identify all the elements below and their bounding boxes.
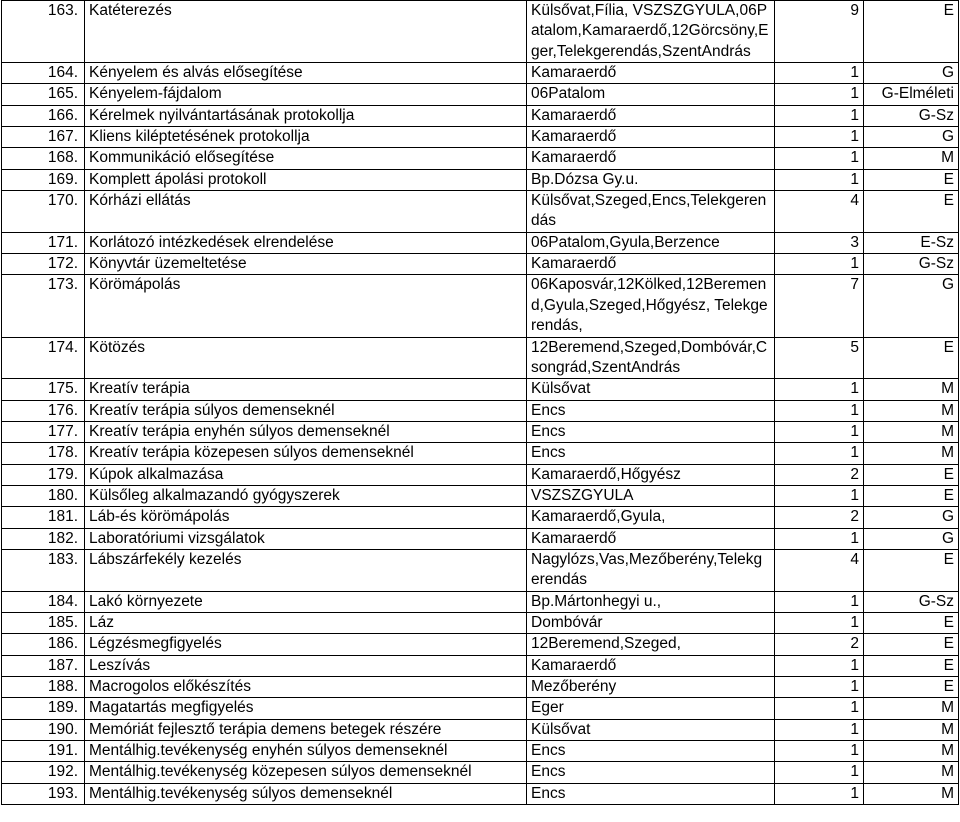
location-count: 1	[775, 677, 864, 698]
procedure-name: Mentálhig.tevékenység közepesen súlyos demenseknél	[85, 762, 527, 783]
category: E	[864, 655, 959, 676]
category: M	[864, 148, 959, 169]
procedure-name: Körömápolás	[85, 275, 527, 337]
locations: 06Kaposvár,12Kölked,12Beremend,Gyula,Szeged,Hőgyész, Telekgerendás,	[527, 275, 775, 337]
row-number: 191.	[2, 741, 85, 762]
row-number: 174.	[2, 337, 85, 379]
table-row	[2, 783, 959, 804]
procedure-name: Külsőleg alkalmazandó gyógyszerek	[85, 485, 527, 506]
procedure-name: Kreatív terápia	[85, 379, 527, 400]
locations: 06Patalom,Gyula,Berzence	[527, 232, 775, 253]
table-row	[2, 169, 959, 190]
procedure-name: Kliens kiléptetésének protokollja	[85, 127, 527, 148]
category: M	[864, 783, 959, 804]
category: E	[864, 337, 959, 379]
locations: Bp.Mártonhegyi u.,	[527, 591, 775, 612]
category: M	[864, 698, 959, 719]
category: G	[864, 528, 959, 549]
procedure-name: Lábszárfekély kezelés	[85, 549, 527, 591]
location-count: 1	[775, 655, 864, 676]
row-number: 166.	[2, 105, 85, 126]
row-number: 163.	[2, 1, 85, 63]
locations: Külsővat,Fília, VSZSZGYULA,06Patalom,Kamaraerdő,12Görcsöny,Eger,Telekgerendás,SzentAndrás	[527, 1, 775, 63]
location-count: 5	[775, 337, 864, 379]
category: G-Sz	[864, 591, 959, 612]
row-number: 173.	[2, 275, 85, 337]
category: G	[864, 63, 959, 84]
location-count: 1	[775, 443, 864, 464]
location-count: 1	[775, 254, 864, 275]
locations: Encs	[527, 741, 775, 762]
location-count: 7	[775, 275, 864, 337]
locations: Külsővat,Szeged,Encs,Telekgerendás	[527, 191, 775, 233]
procedure-name: Leszívás	[85, 655, 527, 676]
table-row	[2, 191, 959, 233]
locations: Külsővat	[527, 719, 775, 740]
locations: 12Beremend,Szeged,	[527, 634, 775, 655]
table-row	[2, 698, 959, 719]
table-row	[2, 105, 959, 126]
locations: Encs	[527, 421, 775, 442]
location-count: 1	[775, 485, 864, 506]
procedure-name: Kötözés	[85, 337, 527, 379]
locations: Eger	[527, 698, 775, 719]
procedure-name: Kreatív terápia közepesen súlyos demenseknél	[85, 443, 527, 464]
table-row	[2, 719, 959, 740]
locations: Kamaraerdő	[527, 63, 775, 84]
category: G-Sz	[864, 254, 959, 275]
category: G	[864, 507, 959, 528]
category: E	[864, 677, 959, 698]
location-count: 1	[775, 719, 864, 740]
locations: Encs	[527, 400, 775, 421]
procedure-name: Légzésmegfigyelés	[85, 634, 527, 655]
category: G	[864, 275, 959, 337]
table-row	[2, 232, 959, 253]
locations: Mezőberény	[527, 677, 775, 698]
location-count: 1	[775, 698, 864, 719]
category: M	[864, 443, 959, 464]
category: E	[864, 549, 959, 591]
category: E	[864, 1, 959, 63]
protocol-table-body	[2, 1, 959, 805]
row-number: 164.	[2, 63, 85, 84]
row-number: 171.	[2, 232, 85, 253]
location-count: 1	[775, 591, 864, 612]
procedure-name: Korlátozó intézkedések elrendelése	[85, 232, 527, 253]
category: E	[864, 464, 959, 485]
protocol-table	[1, 0, 959, 805]
location-count: 1	[775, 63, 864, 84]
table-row	[2, 634, 959, 655]
location-count: 1	[775, 379, 864, 400]
locations: Kamaraerdő,Hőgyész	[527, 464, 775, 485]
table-row	[2, 528, 959, 549]
table-row	[2, 1, 959, 63]
row-number: 185.	[2, 612, 85, 633]
location-count: 1	[775, 421, 864, 442]
table-row	[2, 762, 959, 783]
table-row	[2, 655, 959, 676]
procedure-name: Könyvtár üzemeltetése	[85, 254, 527, 275]
row-number: 188.	[2, 677, 85, 698]
category: M	[864, 379, 959, 400]
row-number: 186.	[2, 634, 85, 655]
location-count: 1	[775, 127, 864, 148]
table-row	[2, 379, 959, 400]
category: M	[864, 762, 959, 783]
category: E	[864, 191, 959, 233]
row-number: 176.	[2, 400, 85, 421]
procedure-name: Láz	[85, 612, 527, 633]
location-count: 1	[775, 400, 864, 421]
table-row	[2, 485, 959, 506]
location-count: 2	[775, 634, 864, 655]
location-count: 1	[775, 762, 864, 783]
row-number: 190.	[2, 719, 85, 740]
procedure-name: Kúpok alkalmazása	[85, 464, 527, 485]
procedure-name: Kényelem és alvás elősegítése	[85, 63, 527, 84]
category: G	[864, 127, 959, 148]
procedure-name: Mentálhig.tevékenység súlyos demenseknél	[85, 783, 527, 804]
row-number: 184.	[2, 591, 85, 612]
row-number: 180.	[2, 485, 85, 506]
row-number: 182.	[2, 528, 85, 549]
table-row	[2, 148, 959, 169]
row-number: 193.	[2, 783, 85, 804]
row-number: 178.	[2, 443, 85, 464]
table-row	[2, 63, 959, 84]
table-row	[2, 254, 959, 275]
locations: Dombóvár	[527, 612, 775, 633]
location-count: 1	[775, 528, 864, 549]
table-row	[2, 127, 959, 148]
row-number: 170.	[2, 191, 85, 233]
table-row	[2, 677, 959, 698]
location-count: 9	[775, 1, 864, 63]
row-number: 179.	[2, 464, 85, 485]
location-count: 2	[775, 507, 864, 528]
locations: Encs	[527, 762, 775, 783]
locations: Kamaraerdő,Gyula,	[527, 507, 775, 528]
locations: Kamaraerdő	[527, 127, 775, 148]
row-number: 181.	[2, 507, 85, 528]
category: M	[864, 741, 959, 762]
table-row	[2, 591, 959, 612]
row-number: 192.	[2, 762, 85, 783]
procedure-name: Lakó környezete	[85, 591, 527, 612]
procedure-name: Macrogolos előkészítés	[85, 677, 527, 698]
row-number: 175.	[2, 379, 85, 400]
procedure-name: Kreatív terápia enyhén súlyos demenseknél	[85, 421, 527, 442]
procedure-name: Mentálhig.tevékenység enyhén súlyos demenseknél	[85, 741, 527, 762]
location-count: 2	[775, 464, 864, 485]
locations: Kamaraerdő	[527, 105, 775, 126]
locations: Kamaraerdő	[527, 254, 775, 275]
procedure-name: Katéterezés	[85, 1, 527, 63]
table-row	[2, 443, 959, 464]
category: E-Sz	[864, 232, 959, 253]
location-count: 1	[775, 612, 864, 633]
table-row	[2, 84, 959, 105]
locations: 06Patalom	[527, 84, 775, 105]
category: E	[864, 485, 959, 506]
location-count: 1	[775, 741, 864, 762]
procedure-name: Láb-és körömápolás	[85, 507, 527, 528]
procedure-name: Kreatív terápia súlyos demenseknél	[85, 400, 527, 421]
row-number: 177.	[2, 421, 85, 442]
location-count: 4	[775, 191, 864, 233]
category: G-Sz	[864, 105, 959, 126]
table-row	[2, 464, 959, 485]
location-count: 1	[775, 148, 864, 169]
locations: Encs	[527, 443, 775, 464]
location-count: 1	[775, 84, 864, 105]
location-count: 1	[775, 783, 864, 804]
locations: Kamaraerdő	[527, 148, 775, 169]
row-number: 168.	[2, 148, 85, 169]
table-row	[2, 275, 959, 337]
row-number: 172.	[2, 254, 85, 275]
table-row	[2, 421, 959, 442]
procedure-name: Laboratóriumi vizsgálatok	[85, 528, 527, 549]
table-row	[2, 507, 959, 528]
category: M	[864, 421, 959, 442]
procedure-name: Komplett ápolási protokoll	[85, 169, 527, 190]
row-number: 167.	[2, 127, 85, 148]
row-number: 165.	[2, 84, 85, 105]
procedure-name: Magatartás megfigyelés	[85, 698, 527, 719]
procedure-name: Kényelem-fájdalom	[85, 84, 527, 105]
table-row	[2, 337, 959, 379]
locations: Külsővat	[527, 379, 775, 400]
row-number: 183.	[2, 549, 85, 591]
locations: 12Beremend,Szeged,Dombóvár,Csongrád,SzentAndrás	[527, 337, 775, 379]
location-count: 4	[775, 549, 864, 591]
procedure-name: Kórházi ellátás	[85, 191, 527, 233]
locations: Encs	[527, 783, 775, 804]
table-row	[2, 400, 959, 421]
table-row	[2, 549, 959, 591]
procedure-name: Kérelmek nyilvántartásának protokollja	[85, 105, 527, 126]
locations: Kamaraerdő	[527, 528, 775, 549]
category: E	[864, 169, 959, 190]
location-count: 1	[775, 105, 864, 126]
locations: Nagylózs,Vas,Mezőberény,Telekgerendás	[527, 549, 775, 591]
locations: VSZSZGYULA	[527, 485, 775, 506]
category: E	[864, 612, 959, 633]
table-row	[2, 741, 959, 762]
row-number: 189.	[2, 698, 85, 719]
procedure-name: Memóriát fejlesztő terápia demens betegek részére	[85, 719, 527, 740]
category: G-Elméleti	[864, 84, 959, 105]
category: E	[864, 634, 959, 655]
location-count: 1	[775, 169, 864, 190]
category: M	[864, 719, 959, 740]
row-number: 169.	[2, 169, 85, 190]
locations: Bp.Dózsa Gy.u.	[527, 169, 775, 190]
row-number: 187.	[2, 655, 85, 676]
procedure-name: Kommunikáció elősegítése	[85, 148, 527, 169]
locations: Kamaraerdő	[527, 655, 775, 676]
category: M	[864, 400, 959, 421]
location-count: 3	[775, 232, 864, 253]
table-row	[2, 612, 959, 633]
